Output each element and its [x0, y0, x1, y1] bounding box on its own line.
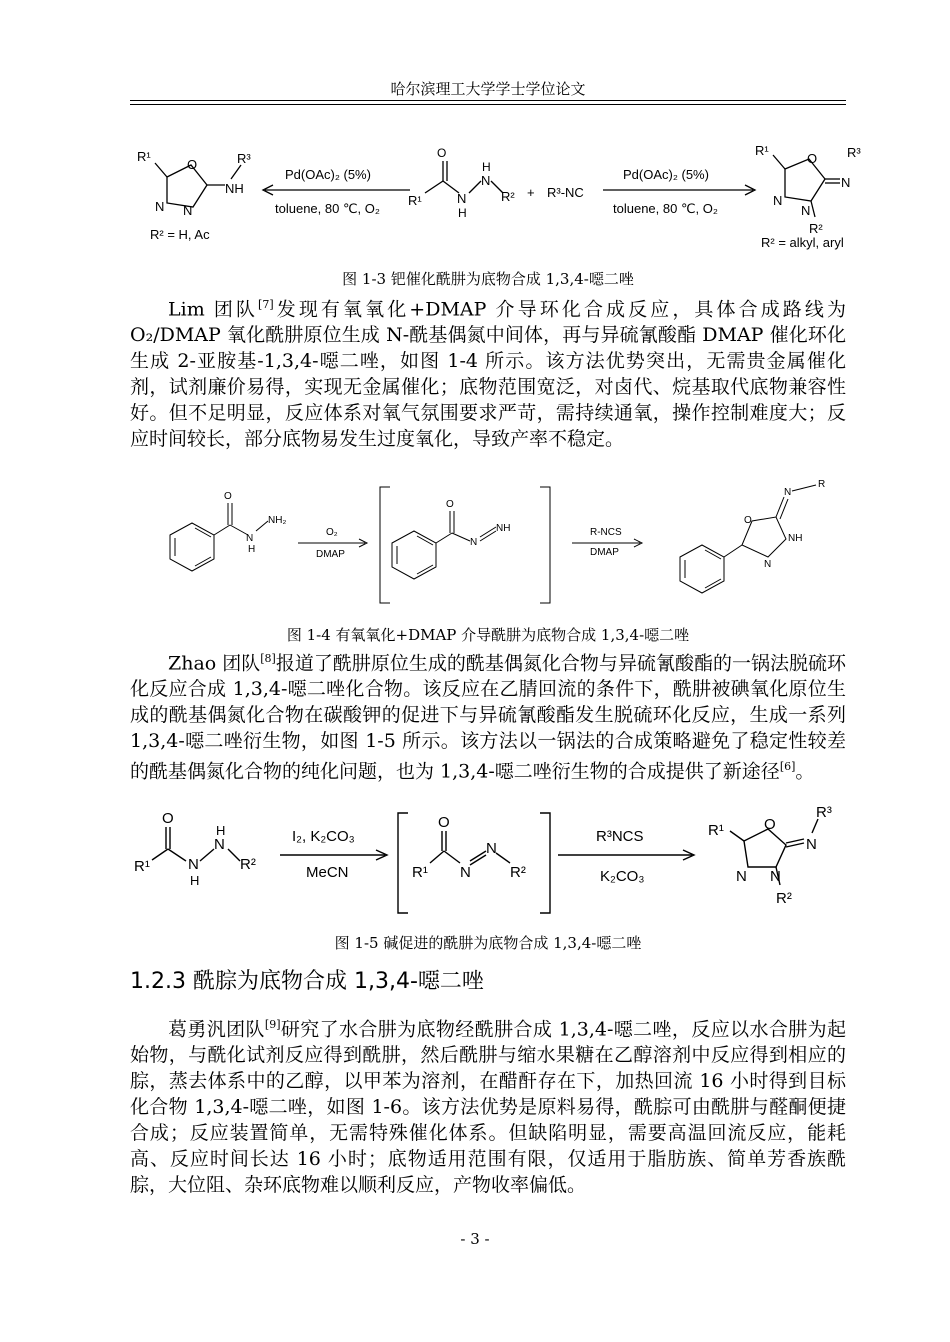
arrow1-bottom: DMAP	[316, 549, 345, 560]
svg-text:N: N	[246, 533, 254, 544]
figure-1-3-caption: 图 1-3 钯催化酰肼为底物合成 1,3,4-噁二唑	[342, 270, 634, 288]
svg-text:N: N	[806, 836, 817, 853]
ring-oxygen: O	[187, 157, 198, 172]
arrow1-top: O₂	[326, 527, 338, 538]
svg-text:N: N	[801, 203, 811, 218]
paragraph-zhao: Zhao 团队[8]报道了酰肼原位生成的酰基偶氮化合物与异硫氰酸酯的一锅法脱硫环化反应合成 1,3,4-噁二唑化合物。该反应在乙腈回流的条件下，酰肼被碘氧化原位生成的酰基偶氮化合物在碳酸钾的促进下与异硫氰酸酯发生脱硫环化反应，生成一系列 1,3,4-噁二唑衍生物，如图 1-5 所示。该方法以一锅法的合成策略避免了稳定性较差的酰基偶氮化合物的纯化问题，也为 1,3,4-噁二唑衍生物的合成提供了新途径[6]。	[130, 652, 846, 783]
cond-left-bottom: toluene, 80 ℃, O₂	[275, 201, 380, 216]
svg-text:O: O	[162, 810, 174, 827]
svg-text:R¹: R¹	[755, 143, 769, 158]
citation: [7]	[258, 298, 274, 311]
svg-text:O: O	[438, 814, 450, 831]
r3-label: R³	[237, 151, 251, 166]
svg-text:R³: R³	[816, 805, 832, 821]
isocyanide-reagent: R³-NC	[547, 185, 584, 200]
svg-text:N: N	[736, 868, 747, 885]
cond-left-top: Pd(OAc)₂ (5%)	[285, 167, 371, 182]
svg-text:R²: R²	[510, 864, 526, 881]
svg-text:N: N	[188, 856, 199, 873]
nh-label: NH	[225, 181, 244, 196]
figure-1-4-caption: 图 1-4 有氧氧化+DMAP 介导酰肼为底物合成 1,3,4-噁二唑	[286, 626, 690, 644]
paragraph-lim: Lim 团队[7]发现有氧氧化+DMAP 介导环化合成反应，具体合成路线为 O₂/DMAP 氧化酰肼原位生成 N-酰基偶氮中间体，再与异硫氰酸酯 DMAP 催化环化生成 2-亚胺基-1,3,4-噁二唑，如图 1-4 所示。该方法优势突出，无需贵金属催化剂，试剂廉价易得，实现无金属催化；底物范围宽泛，对卤代、烷基取代底物兼容性好。但不足明显，反应体系对氧气氛围要求严苛，需持续通氧，操作控制难度大；反应时间较长，部分底物易发生过度氧化，导致产率不稳定。	[130, 298, 846, 451]
section-heading: 1.2.3 酰腙为底物合成 1,3,4-噁二唑	[130, 969, 484, 994]
arrow1-bottom: MeCN	[306, 864, 349, 881]
paragraph-ge: 葛勇汎团队[9]研究了水合肼为底物经酰肼合成 1,3,4-噁二唑，反应以水合肼为起始物，与酰化试剂反应得到酰肼，然后酰肼与缩水果糖在乙醇溶剂中反应得到相应的腙，蒸去体系中的乙醇，以甲苯为溶剂，在醋酐存在下，加热回流 16 小时得到目标化合物 1,3,4-噁二唑，如图 1-6。该方法优势是原料易得，酰腙可由酰肼与醛酮便捷合成；反应装置简单，无需特殊催化体系。但缺陷明显，需要高温回流反应，能耗高、反应时间长达 16 小时；底物适用范围有限，仅适用于脂肪族、简单芳香族酰腙，大位阻、杂环底物难以顺利反应，产物收率偏低。	[130, 1018, 846, 1197]
svg-text:N: N	[481, 173, 491, 188]
svg-text:R²: R²	[501, 189, 515, 204]
svg-text:H: H	[482, 160, 491, 174]
svg-text:N: N	[457, 191, 467, 206]
svg-text:H: H	[190, 873, 200, 888]
svg-text:N: N	[841, 175, 851, 190]
arrow2-top: R³NCS	[596, 828, 644, 845]
running-header: 哈尔滨理工大学学士学位论文	[390, 80, 586, 98]
arrow2-top: R-NCS	[590, 527, 622, 538]
page-number: - 3 -	[460, 1230, 490, 1248]
svg-text:R²: R²	[240, 856, 256, 873]
cond-right-bottom: toluene, 80 ℃, O₂	[613, 201, 718, 216]
svg-text:R¹: R¹	[408, 193, 422, 208]
citation: [6]	[779, 760, 796, 774]
svg-text:R: R	[818, 479, 826, 490]
plus-sign: +	[527, 185, 535, 200]
svg-text:R²: R²	[776, 890, 792, 907]
svg-text:O: O	[437, 146, 447, 160]
cond-right-top: Pd(OAc)₂ (5%)	[623, 167, 709, 182]
svg-text:N: N	[470, 537, 478, 548]
svg-text:H: H	[216, 823, 226, 838]
svg-text:H: H	[458, 206, 467, 220]
svg-text:O: O	[224, 491, 232, 502]
svg-text:R³: R³	[847, 145, 861, 160]
arrow2-bottom: DMAP	[590, 547, 619, 558]
figure-1-3-scheme	[125, 135, 865, 260]
svg-text:R²: R²	[809, 221, 823, 236]
citation: [9]	[264, 1018, 281, 1031]
nh2-label: NH₂	[268, 515, 287, 526]
svg-text:N: N	[460, 864, 471, 881]
svg-text:R¹: R¹	[412, 864, 428, 881]
figure-1-4-scheme	[140, 475, 840, 615]
svg-text:R¹: R¹	[134, 858, 150, 875]
svg-text:N: N	[214, 836, 225, 853]
svg-text:N: N	[486, 840, 497, 857]
figure-1-5-scheme	[130, 805, 850, 923]
ring-nitrogen: N	[183, 203, 193, 218]
right-r2-note: R² = alkyl, aryl	[761, 235, 844, 250]
left-r2-note: R² = H, Ac	[150, 227, 210, 242]
svg-text:NH: NH	[788, 533, 803, 544]
citation: [8]	[260, 652, 276, 665]
r1-label: R¹	[137, 149, 151, 164]
arrow2-bottom: K₂CO₃	[600, 868, 645, 885]
svg-text:N: N	[784, 487, 792, 498]
svg-text:O: O	[744, 515, 752, 526]
svg-text:N: N	[770, 868, 781, 885]
svg-text:R¹: R¹	[708, 822, 724, 839]
svg-text:NH: NH	[496, 523, 511, 534]
svg-text:O: O	[807, 151, 818, 166]
figure-1-5-caption: 图 1-5 碱促进的酰肼为底物合成 1,3,4-噁二唑	[334, 934, 642, 952]
svg-text:N: N	[764, 559, 772, 570]
header-rule	[130, 100, 846, 101]
header-rule-thin	[130, 104, 846, 105]
ring-nitrogen: N	[155, 199, 165, 214]
svg-text:H: H	[248, 544, 256, 555]
svg-text:O: O	[764, 816, 776, 833]
svg-text:O: O	[446, 499, 454, 510]
arrow1-top: I₂, K₂CO₃	[292, 828, 355, 845]
svg-text:N: N	[773, 193, 783, 208]
